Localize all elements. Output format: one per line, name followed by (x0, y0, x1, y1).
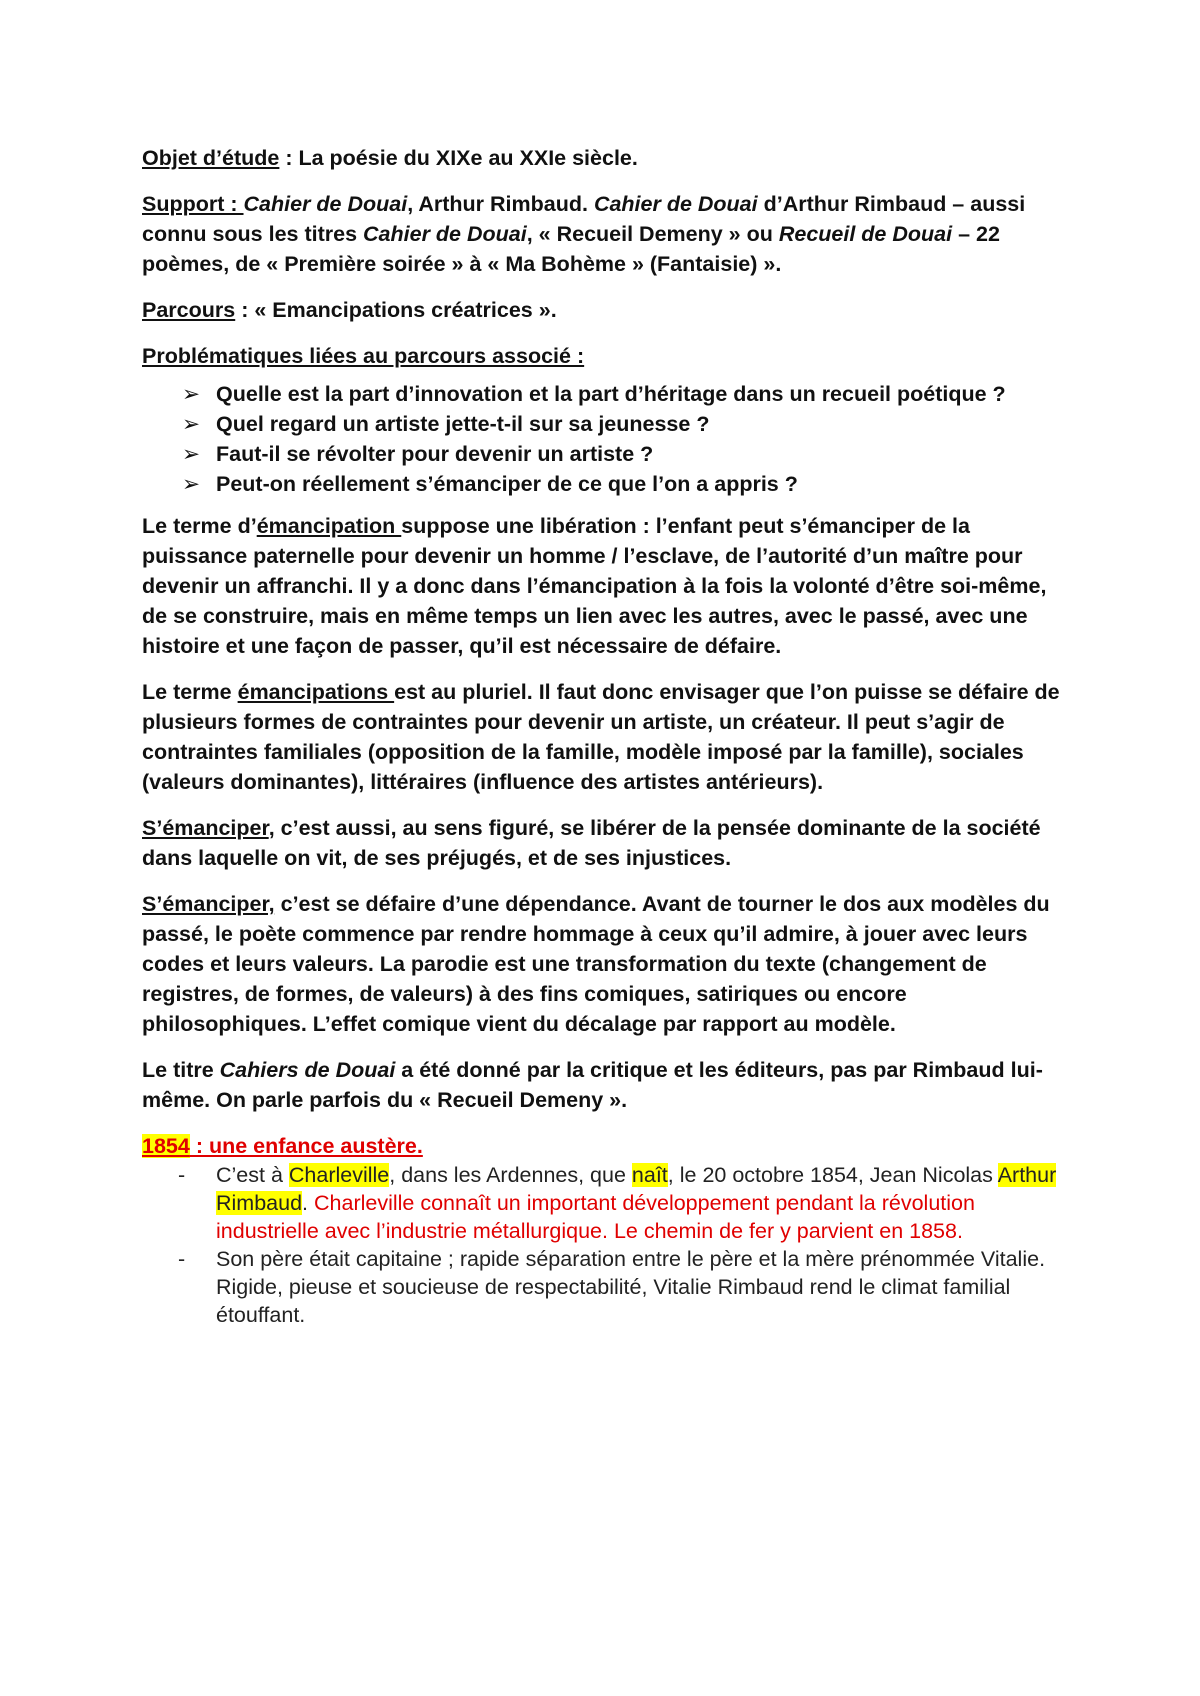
problematiques-label: Problématiques liées au parcours associé : (142, 344, 585, 368)
highlight-nait: naît (631, 1163, 668, 1187)
highlight-charleville: Charleville (288, 1163, 390, 1187)
dash-bullet-icon: - (178, 1247, 186, 1271)
objet-label: Objet d’étude (142, 146, 280, 170)
arrow-bullet-icon: ➢ (182, 412, 201, 436)
semanciper-paragraph-1 (142, 813, 1072, 873)
list-item-text: Quelle est la part d’innovation et la part d’héritage dans un recueil poétique ? (216, 382, 1006, 406)
objet-text: : La poésie du XIXe au XXIe siècle. (279, 146, 638, 170)
parcours-text: : « Emancipations créatrices ». (235, 298, 557, 322)
list-item (142, 1245, 1072, 1329)
emancipations-text-b: est au pluriel. Il faut donc envisager que l’on puisse se défaire de plusieurs formes de contraintes pour devenir un artiste, un créateur. Il peut s’agir de contraintes familiales (opposition de la famille, modèle imposé par la famille), sociales (valeurs dominantes), littéraires (influence des artistes antérieurs). (142, 680, 1060, 794)
support-text-4: d’Arthur Rimbaud – aussi connu sous les titres (142, 192, 1026, 246)
support-title-7: Recueil de Douai (778, 222, 953, 246)
objet-paragraph (142, 143, 1072, 173)
emancipation-term: émancipation (256, 514, 402, 538)
problematiques-heading (142, 341, 1072, 371)
section-1854-heading (142, 1131, 1072, 1161)
section-1854-list (142, 1161, 1072, 1329)
section-year: 1854 (142, 1134, 190, 1158)
emancipation-text-b: suppose une libération : l’enfant peut s’émanciper de la puissance paternelle pour devenir un homme / l’esclave, de l’autorité d’un maître pour devenir un affranchi. Il y a donc dans l’émancipation à la fois la volonté d’être soi-même, de se construire, mais en même temps un lien avec les autres, avec le passé, avec une histoire et une façon de passer, qu’il est nécessaire de défaire. (142, 514, 1047, 658)
support-paragraph (142, 189, 1072, 279)
item1-text-b: , dans les Ardennes, que (389, 1163, 632, 1187)
list-item (142, 409, 1072, 439)
semanciper-term-1: S’émanciper (142, 816, 269, 840)
dash-bullet-icon: - (178, 1163, 186, 1187)
titre-paragraph (142, 1055, 1072, 1115)
arrow-bullet-icon: ➢ (182, 472, 201, 496)
titre-text-b: a été donné par la critique et les éditeurs, pas par Rimbaud lui-même. On parle parfois du « Recueil Demeny ». (142, 1058, 1043, 1112)
support-title-3: Cahier de Douai (593, 192, 758, 216)
item1-red-text: Charleville connaît un important développement pendant la révolution industrielle avec l’industrie métallurgique. Le chemin de fer y parvient en 1858. (216, 1191, 975, 1243)
list-item-text: Quel regard un artiste jette-t-il sur sa jeunesse ? (216, 412, 710, 436)
list-item (142, 1161, 1072, 1245)
parcours-label: Parcours (142, 298, 236, 322)
emancipations-paragraph (142, 677, 1072, 797)
titre-text-a: Le titre (142, 1058, 220, 1082)
document-page (142, 143, 1072, 1329)
section-title: : une enfance austère. (189, 1134, 423, 1158)
emancipations-text-a: Le terme (142, 680, 238, 704)
titre-italic: Cahiers de Douai (219, 1058, 396, 1082)
item1-text-d: . (302, 1191, 314, 1215)
arrow-bullet-icon: ➢ (182, 382, 201, 406)
support-text-6: , « Recueil Demeny » ou (526, 222, 779, 246)
semanciper-paragraph-2 (142, 889, 1072, 1039)
support-title-5: Cahier de Douai (363, 222, 527, 246)
emancipation-paragraph (142, 511, 1072, 661)
item2-text: Son père était capitaine ; rapide séparation entre le père et la mère prénommée Vitalie. Rigide, pieuse et soucieuse de respectabilité, Vitalie Rimbaud rend le climat familial étouffant. (216, 1247, 1046, 1327)
highlight-arthur-rimbaud: Arthur Rimbaud (216, 1163, 1057, 1215)
list-item-text: Peut-on réellement s’émanciper de ce que l’on a appris ? (216, 472, 798, 496)
support-text-2: , Arthur Rimbaud. (407, 192, 594, 216)
parcours-paragraph (142, 295, 1072, 325)
list-item (142, 379, 1072, 409)
support-label: Support : (142, 192, 244, 216)
semanciper-text-1: , c’est aussi, au sens figuré, se libérer de la pensée dominante de la société dans laquelle on vit, de ses préjugés, et de ses injustices. (142, 816, 1041, 870)
semanciper-text-2: c’est se défaire d’une dépendance. Avant de tourner le dos aux modèles du passé, le poète commence par rendre hommage à ceux qu’il admire, à jouer avec leurs codes et leurs valeurs. La parodie est une transformation du texte (changement de registres, de formes, de valeurs) à des fins comiques, satiriques ou encore philosophiques. L’effet comique vient du décalage par rapport au modèle. (142, 892, 1050, 1036)
arrow-bullet-icon: ➢ (182, 442, 201, 466)
problematiques-list (142, 379, 1072, 499)
list-item (142, 469, 1072, 499)
list-item-text: Faut-il se révolter pour devenir un artiste ? (216, 442, 654, 466)
support-text-8: – 22 poèmes, de « Première soirée » à « Ma Bohème » (Fantaisie) ». (142, 222, 1000, 276)
emancipation-text-a: Le terme d’ (142, 514, 257, 538)
support-title-1: Cahier de Douai (243, 192, 408, 216)
list-item (142, 439, 1072, 469)
item1-text-c: , le 20 octobre 1854, Jean Nicolas (667, 1163, 998, 1187)
item1-text-a: C’est à (216, 1163, 289, 1187)
semanciper-term-2: S’émanciper, (142, 892, 275, 916)
emancipations-term: émancipations (237, 680, 395, 704)
